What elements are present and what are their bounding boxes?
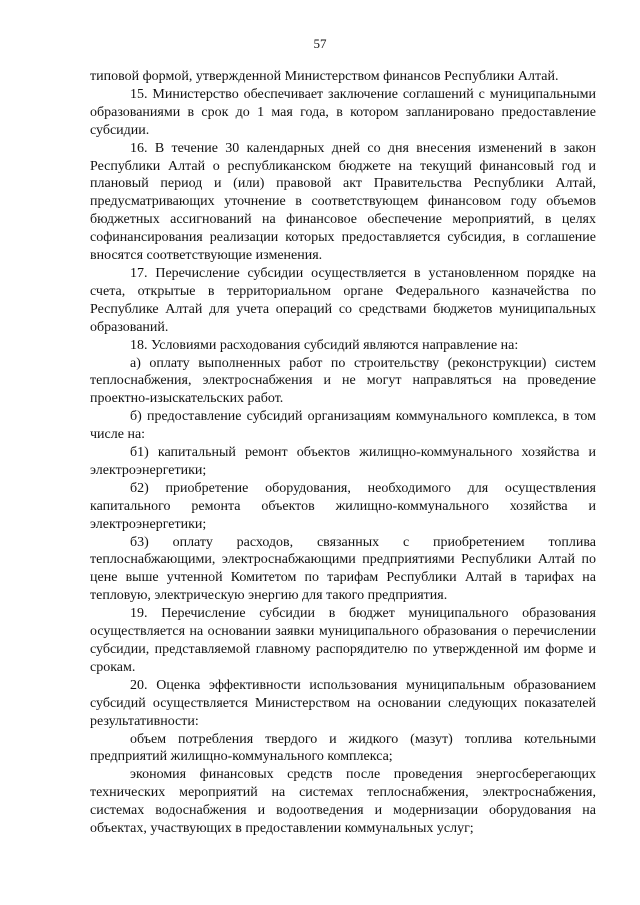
paragraph: 15. Министерство обеспечивает заключение соглашений с муниципальными образованиями в срок до 1 мая года, в котором запланировано предоставление субсидии. [90,86,596,138]
paragraph: 17. Перечисление субсидии осуществляется в установленном порядке на счета, открытые в территориальном органе Федерального казначейства по Республике Алтай для учета операций со средствами бюджетов муниципальных образований. [90,265,596,335]
paragraph: объем потребления твердого и жидкого (мазут) топлива котельными предприятий жилищно-коммунального комплекса; [90,731,596,765]
page-number: 57 [313,36,327,51]
paragraph: б2) приобретение оборудования, необходимого для осуществления капитального ремонта объектов жилищно-коммунального хозяйства и электроэнергетики; [90,480,596,532]
paragraph: типовой формой, утвержденной Министерством финансов Республики Алтай. [90,69,559,84]
paragraph: экономия финансовых средств после проведения энергосберегающих технических мероприятий на системах теплоснабжения, электроснабжения, системах водоснабжения и водоотведения и модернизации оборудования на объектах, участвующих в предоставлении коммунальных услуг; [90,767,596,837]
document-body [90,68,596,838]
paragraph: б) предоставление субсидий организациям коммунального комплекса, в том числе на: [90,409,596,443]
paragraph: б1) капитальный ремонт объектов жилищно-коммунального хозяйства и электроэнергетики; [90,445,596,478]
paragraph: 16. В течение 30 календарных дней со дня внесения изменений в закон Республики Алтай о республиканском бюджете на текущий финансовый год и плановый период и (или) правовой акт Правительства Республики Алтай, предусматривающих уточнение в соответствующем финансовом году объемов бюджетных ассигнований на финансовое обеспечение мероприятий, в целях софинансирования реализации которых предоставляется субсидия, в соглашение вносятся соответствующие изменения. [90,140,596,264]
paragraph: 20. Оценка эффективности использования муниципальным образованием субсидий осуществляется Министерством на основании следующих показателей результативности: [90,677,596,729]
paragraph: а) оплату выполненных работ по строительству (реконструкции) систем теплоснабжения, электроснабжения и не могут направляться на проведение проектно-изыскательских работ. [90,355,596,407]
paragraph: 19. Перечисление субсидии в бюджет муниципального образования осуществляется на основании заявки муниципального образования о перечислении субсидии, представляемой главному распорядителю по утвержденной им форме и срокам. [90,606,596,675]
paragraph: б3) оплату расходов, связанных с приобретением топлива теплоснабжающими, электроснабжающими предприятиями Республики Алтай по цене выше учтенной Комитетом по тарифам Республики Алтай в тарифах на тепловую, электрическую энергию для такого предприятия. [90,534,596,604]
paragraph: 18. Условиями расходования субсидий являются направление на: [130,337,519,353]
